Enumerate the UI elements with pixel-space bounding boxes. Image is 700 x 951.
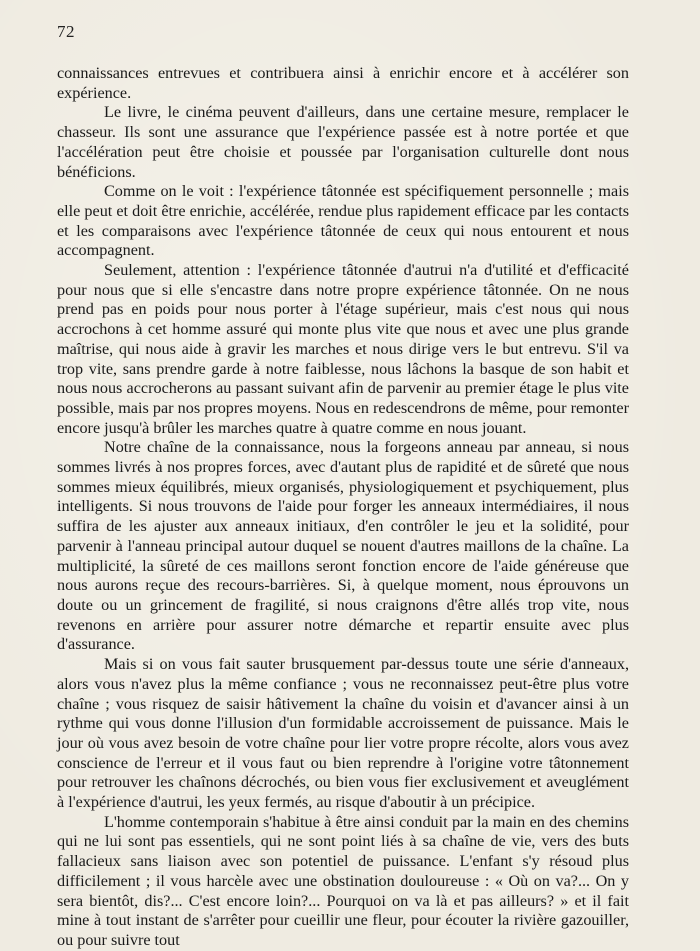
- paragraph: Seulement, attention : l'expérience tâtonnée d'autrui n'a d'utilité et d'efficacité pour nous que si elle s'encastre dans notre propre expérience tâtonnée. On ne nous prend pas en poids pour nous porter à l'étage supérieur, mais c'est nous qui nous accrochons à cet homme assuré qui monte plus vite que nous et avec une plus grande maîtrise, qui nous aide à gravir les marches et nous dirige vers le but entrevu. S'il va trop vite, sans prendre garde à notre faiblesse, nous lâchons la basque de son habit et nous nous accrocherons au passant suivant afin de parvenir au premier étage le plus vite possible, mais par nos propres moyens. Nous en redescendrons de même, pour remonter encore jusqu'à brûler les marches quatre à quatre comme en nous jouant.: [57, 261, 629, 437]
- paragraph: L'homme contemporain s'habitue à être ainsi conduit par la main en des chemins qui ne lui sont pas essentiels, qui ne sont point liés à sa chaîne de vie, vers des buts fallacieux sans liaison avec son potentiel de puissance. L'enfant s'y résoud plus difficilement ; il vous harcèle avec une obstination douloureuse : « Où on va?... On y sera bientôt, dis?... C'est encore loin?... Pourquoi on va là et pas ailleurs? » et il fait mine à tout instant de s'arrêter pour cueillir une fleur, pour écouter la rivière gazouiller, ou pour suivre tout: [57, 812, 629, 949]
- paragraph: Le livre, le cinéma peuvent d'ailleurs, dans une certaine mesure, remplacer le chasseur. Ils sont une assurance que l'expérience passée est à notre portée et que l'accélération peut être choisie et poussée par l'organisation culturelle dont nous bénéficions.: [57, 103, 629, 181]
- paragraph: Comme on le voit : l'expérience tâtonnée est spécifiquement personnelle ; mais elle peut et doit être enrichie, accélérée, rendue plus rapidement efficace par les contacts et les comparaisons avec l'expérience tâtonnée de ceux qui nous entourent et nous accompagnent.: [57, 182, 629, 260]
- body-text: [57, 64, 629, 951]
- page-number: 72: [57, 22, 75, 41]
- paragraph: connaissances entrevues et contribuera ainsi à enrichir encore et à accélérer son expérience.: [57, 64, 629, 102]
- paragraph: Mais si on vous fait sauter brusquement par-dessus toute une série d'anneaux, alors vous n'avez plus la même confiance ; vous ne reconnaissez peut-être plus votre chaîne ; vous risquez de saisir hâtivement la chaîne du voisin et d'avancer ainsi à un rythme qui vous donne l'illusion d'un formidable accroissement de puissance. Mais le jour où vous avez besoin de votre chaîne pour lier votre propre récolte, alors vous avez conscience de l'erreur et il vous faut ou bien reprendre à l'origine votre tâtonnement pour retrouver les chaînons décrochés, ou bien vous fier exclusivement et aveuglément à l'expérience d'autrui, les yeux fermés, au risque d'aboutir à un précipice.: [57, 655, 629, 812]
- paragraph: Notre chaîne de la connaissance, nous la forgeons anneau par anneau, si nous sommes livrés à nos propres forces, avec d'autant plus de rapidité et de sûreté que nous sommes mieux équilibrés, mieux organisés, physiologiquement et psychiquement, plus intelligents. Si nous trouvons de l'aide pour forger les anneaux intermédiaires, il nous suffira de les ajuster aux anneaux initiaux, d'en contrôler le jeu et la solidité, pour parvenir à l'anneau principal autour duquel se nouent d'autres maillons de la chaîne. La multiplicité, la sûreté de ces maillons seront fonction encore de l'aide généreuse que nous aurons reçue des recours-barrières. Si, à quelque moment, nous éprouvons un doute ou un grincement de fragilité, si nous craignons d'être allés trop vite, nous revenons en arrière pour assurer notre démarche et repartir ensuite avec plus d'assurance.: [57, 438, 629, 654]
